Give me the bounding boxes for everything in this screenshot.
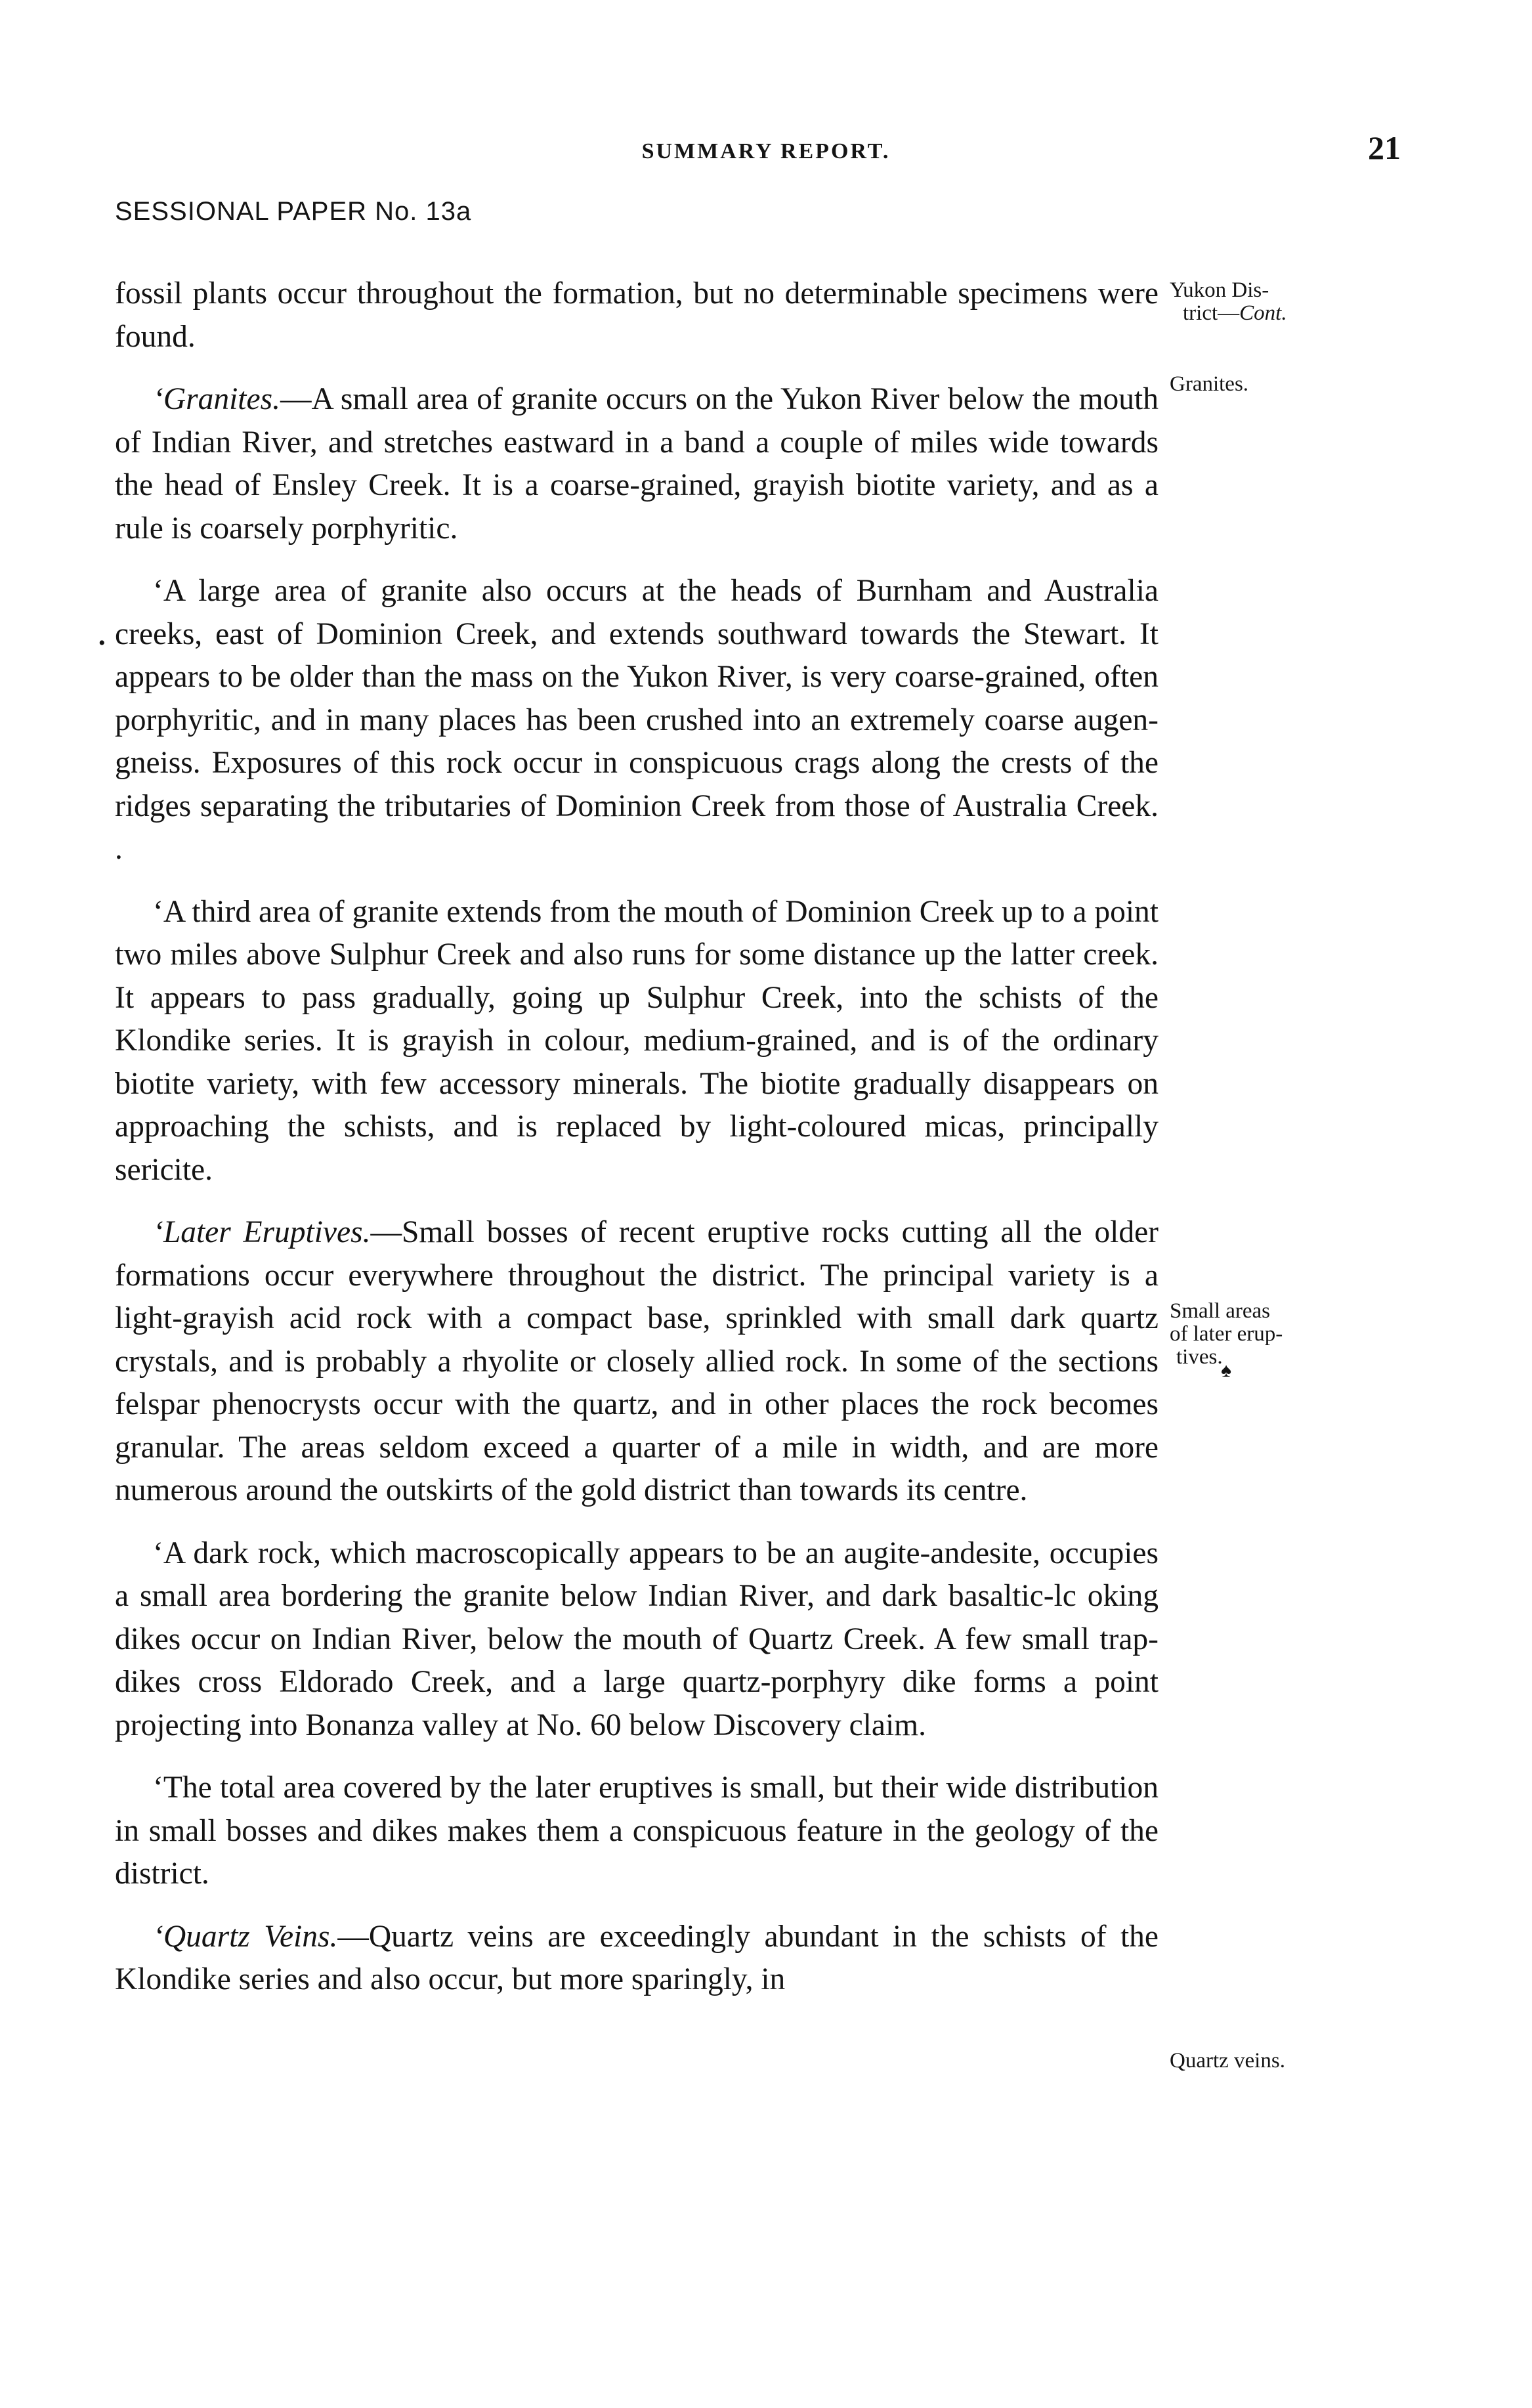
sidenote-yukon-line1: Yukon Dis- — [1170, 278, 1269, 302]
paragraph-burnham-granite: ‘A large area of granite also occurs at the heads of Burnham and Australia creeks, east of Dominion Creek, and extends southward towards the Stewart. It appears to be older than the mass on the Yukon River, is very coarse-grained, often porphyritic, and in many places has been crushed into an extremely coarse augen-gneiss. Exposures of this rock occur in conspicuous crags along the crests of the ridges separating the tributaries of Dominion Creek from those of Australia Creek. . — [115, 574, 1159, 866]
heading-granites: ‘Granites. — [153, 382, 280, 416]
paragraph-quartz-veins — [115, 1916, 1159, 2002]
running-head: SUMMARY REPORT. — [641, 139, 891, 163]
paragraph-granites — [115, 378, 1159, 550]
sidenote-yukon-line2 — [1170, 302, 1347, 325]
sidenote-later-line1: Small areas — [1170, 1299, 1271, 1323]
sidenote-granites: Granites. — [1170, 372, 1249, 396]
sidenote-yukon-cont: Cont. — [1239, 301, 1287, 325]
heading-quartz-veins: ‘Quartz Veins. — [153, 1919, 338, 1954]
sidenote-yukon-district — [1170, 279, 1347, 325]
paragraph-quartz-veins-text: —Quartz veins are exceedingly abundant in the schists of the Klondike series and also occur, but more sparingly, in — [115, 1919, 1159, 1996]
sessional-paper-label: SESSIONAL PAPER No. 13a — [115, 197, 472, 226]
sidenote-later-line3: tives. — [1176, 1345, 1223, 1369]
page-number: 21 — [1368, 129, 1401, 166]
paragraph-granites-text: —A small area of granite occurs on the Yukon River below the mouth of Indian River, and stretches eastward in a band a couple of miles wide towards the head of Ensley Creek. It is a coarse-grained, grayish biotite variety, and as a rule is coarsely porphyritic. — [115, 382, 1159, 546]
paragraph-fossil-plants: fossil plants occur throughout the formation, but no determinable specimens were found. — [115, 276, 1159, 354]
sidenote-yukon-district-text: trict— — [1183, 301, 1240, 325]
sidenote-later-eruptives — [1170, 1300, 1347, 1369]
paragraph-later-eruptives-text: —Small bosses of recent eruptive rocks cutting all the older formations occur everywhere throughout the district. The principal variety is a light-grayish acid rock with a compact base, sprinkled with small dark quartz crystals, and is probably a rhyolite or closely allied rock. In some of the sections felspar phenocrysts occur with the quartz, and in other places the rock becomes granular. The areas seldom exceed a quarter of a mile in width, and are more numerous around the outskirts of the gold district than towards its centre. — [115, 1215, 1159, 1507]
stray-dot-mark: • — [98, 632, 106, 654]
heading-later-eruptives: ‘Later Eruptives. — [153, 1215, 371, 1249]
paragraph-total-area: ‘The total area covered by the later eruptives is small, but their wide distribution in small bosses and dikes makes them a conspicuous feature in the geology of the district. — [115, 1771, 1159, 1891]
body-text — [115, 272, 1159, 2021]
paragraph-later-eruptives — [115, 1211, 1159, 1513]
stray-spade-mark: ♠ — [1221, 1360, 1231, 1381]
paragraph-dark-rock: ‘A dark rock, which macroscopically appears to be an augite-andesite, occupies a small area bordering the granite below Indian River, and dark basaltic-lc oking dikes occur on Indian River, below the mouth of Quartz Creek. A few small trap-dikes cross Eldorado Creek, and a large quartz-porphyry dike forms a point projecting into Bonanza valley at No. 60 below Discovery claim. — [115, 1536, 1159, 1742]
sidenote-later-line2: of later erup- — [1170, 1322, 1283, 1346]
paragraph-dominion-granite: ‘A third area of granite extends from the mouth of Dominion Creek up to a point two miles above Sulphur Creek and also runs for some distance up the latter creek. It appears to pass gradually, going up Sulphur Creek, into the schists of the Klondike series. It is grayish in colour, medium-grained, and is of the ordinary biotite variety, with few accessory minerals. The biotite gradually disappears on approaching the schists, and is replaced by light-coloured micas, principally sericite. — [115, 894, 1159, 1187]
sidenote-quartz-veins: Quartz veins. — [1170, 2049, 1285, 2073]
